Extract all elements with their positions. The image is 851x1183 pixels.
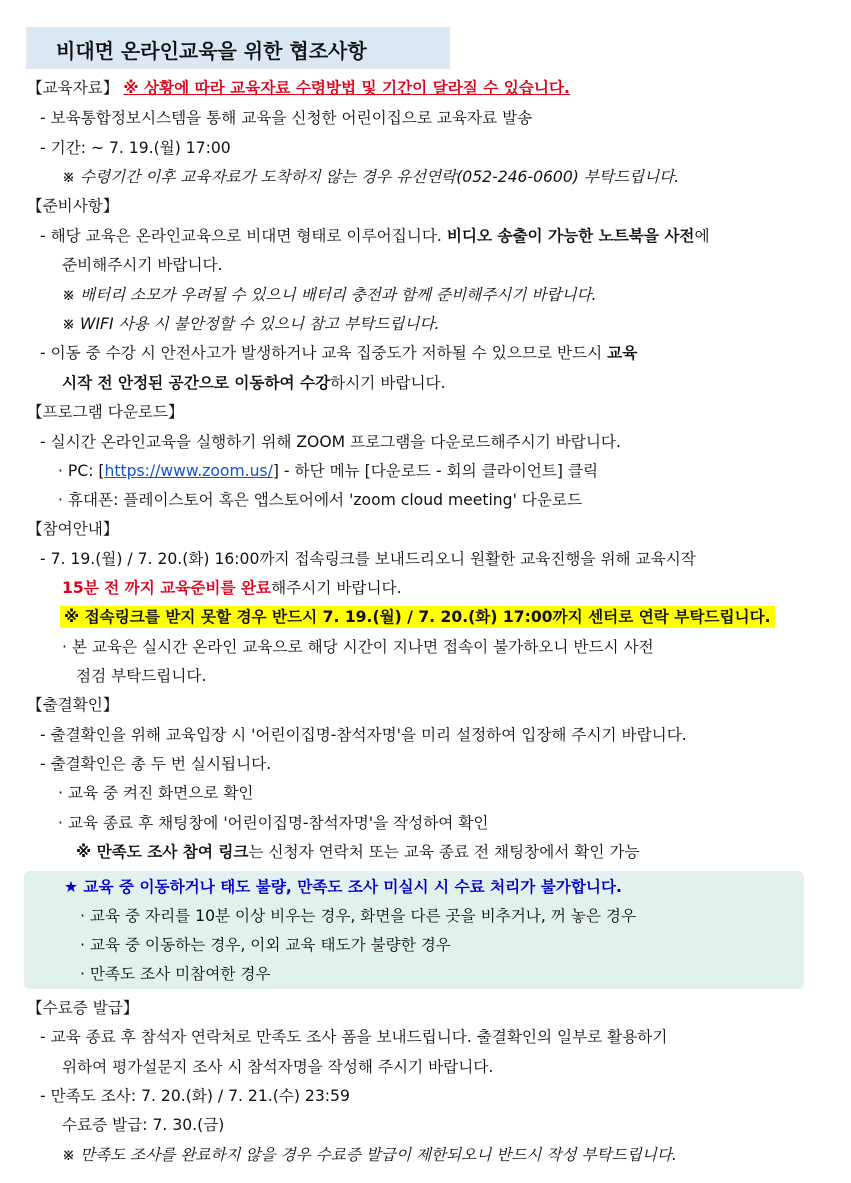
attend-line-5 <box>76 841 640 863</box>
attend-line-1: - 출결확인을 위해 교육입장 시 '어린이집명-참석자명'을 미리 설정하여 입장해 주시기 바랍니다. <box>40 726 687 744</box>
attend-line-2: - 출결확인은 총 두 번 실시됩니다. <box>40 755 272 773</box>
prep-line-1 <box>40 225 710 247</box>
join-text: 해주시기 바랍니다. <box>271 579 402 597</box>
prog-line-3: · 휴대폰: 플레이스토어 혹은 앱스토어에서 'zoom cloud meeting' 다운로드 <box>58 491 583 509</box>
prep-text-end: 에 <box>694 227 710 245</box>
callout-heading: ★ 교육 중 이동하거나 태도 불량, 만족도 조사 미실시 시 수료 처리가 불가합니다. <box>64 878 622 896</box>
prep-line-2: 준비해주시기 바랍니다. <box>62 256 223 274</box>
edu-line-2: - 기간: ~ 7. 19.(월) 17:00 <box>40 139 231 157</box>
cert-heading: 【수료증 발급】 <box>27 999 139 1017</box>
attend-emphasis: ※ 만족도 조사 참여 링크 <box>76 843 249 861</box>
cert-line-1: - 교육 종료 후 참석자 연락처로 만족도 조사 폼을 보내드립니다. 출결확인의 일부로 활용하기 <box>40 1028 668 1046</box>
join-line-1: - 7. 19.(월) / 7. 20.(화) 16:00까지 접속링크를 보내드리오니 원활한 교육진행을 위해 교육시작 <box>40 550 696 568</box>
zoom-link[interactable]: https://www.zoom.us/ <box>104 462 273 480</box>
cert-line-2: 위하여 평가설문지 조사 시 참석자명을 작성해 주시기 바랍니다. <box>62 1058 494 1076</box>
prep-note-1: ※ 배터리 소모가 우려될 수 있으니 배터리 충전과 함께 준비해주시기 바랍니다. <box>62 286 597 304</box>
join-heading: 【참여안내】 <box>27 520 119 538</box>
attend-heading: 【출결확인】 <box>27 696 119 714</box>
callout-line-3: · 만족도 조사 미참여한 경우 <box>80 965 271 983</box>
prep-line-6 <box>62 372 446 394</box>
cert-line-4: 수료증 발급: 7. 30.(금) <box>62 1116 225 1134</box>
section-heading: 【교육자료】 <box>27 79 119 97</box>
prep-emphasis: 교육 <box>607 344 638 362</box>
prog-text: · PC: [ <box>58 462 105 480</box>
page-title: 비대면 온라인교육을 위한 협조사항 <box>56 39 367 63</box>
edu-warning: ※ 상황에 따라 교육자료 수령방법 및 기간이 달라질 수 있습니다. <box>123 79 570 97</box>
join-line-5: 점검 부탁드립니다. <box>76 667 207 685</box>
attend-text: 는 신청자 연락처 또는 교육 종료 전 채팅창에서 확인 가능 <box>248 843 640 861</box>
prog-line-2 <box>58 460 598 482</box>
prep-line-5 <box>40 342 637 364</box>
attend-line-4: · 교육 종료 후 채팅창에 '어린이집명-참석자명'을 작성하여 확인 <box>58 814 489 832</box>
prog-heading: 【프로그램 다운로드】 <box>27 403 184 421</box>
prep-emphasis: 비디오 송출이 가능한 노트북을 사전 <box>446 227 695 245</box>
cert-note: ※ 만족도 조사를 완료하지 않을 경우 수료증 발급이 제한되오니 반드시 작성 부탁드립니다. <box>62 1146 677 1164</box>
attend-line-3: · 교육 중 켜진 화면으로 확인 <box>58 784 254 802</box>
prep-heading: 【준비사항】 <box>27 197 119 215</box>
callout-line-1: · 교육 중 자리를 10분 이상 비우는 경우, 화면을 다른 곳을 비추거나, 꺼 놓은 경우 <box>80 907 637 925</box>
cert-line-3: - 만족도 조사: 7. 20.(화) / 7. 21.(수) 23:59 <box>40 1087 350 1105</box>
join-emphasis: 15분 전 까지 교육준비를 완료 <box>62 579 272 597</box>
join-highlight: ※ 접속링크를 받지 못할 경우 반드시 7. 19.(월) / 7. 20.(화) 17:00까지 센터로 연락 부탁드립니다. <box>60 606 775 628</box>
title-box <box>26 27 450 69</box>
join-line-4: · 본 교육은 실시간 온라인 교육으로 해당 시간이 지나면 접속이 불가하오니 반드시 사전 <box>62 638 654 656</box>
prep-text: - 이동 중 수강 시 안전사고가 발생하거나 교육 집중도가 저하될 수 있으므로 반드시 <box>40 344 608 362</box>
prep-text: 하시기 바랍니다. <box>330 374 446 392</box>
join-line-2 <box>62 577 402 599</box>
prep-note-2: ※ WIFI 사용 시 불안정할 수 있으니 참고 부탁드립니다. <box>62 315 440 333</box>
prog-text: ] - 하단 메뉴 [다운로드 - 회의 클라이언트] 클릭 <box>272 462 599 480</box>
callout-line-2: · 교육 중 이동하는 경우, 이외 교육 태도가 불량한 경우 <box>80 936 451 954</box>
prep-emphasis: 시작 전 안정된 공간으로 이동하여 수강 <box>62 374 331 392</box>
prep-text: - 해당 교육은 온라인교육으로 비대면 형태로 이루어집니다. <box>40 227 447 245</box>
edu-note: ※ 수령기간 이후 교육자료가 도착하지 않는 경우 유선연락(052-246-0600) 부탁드립니다. <box>62 168 680 186</box>
edu-section <box>27 77 570 99</box>
prog-line-1: - 실시간 온라인교육을 실행하기 위해 ZOOM 프로그램을 다운로드해주시기 바랍니다. <box>40 433 621 451</box>
edu-line-1: - 보육통합정보시스템을 통해 교육을 신청한 어린이집으로 교육자료 발송 <box>40 109 533 127</box>
